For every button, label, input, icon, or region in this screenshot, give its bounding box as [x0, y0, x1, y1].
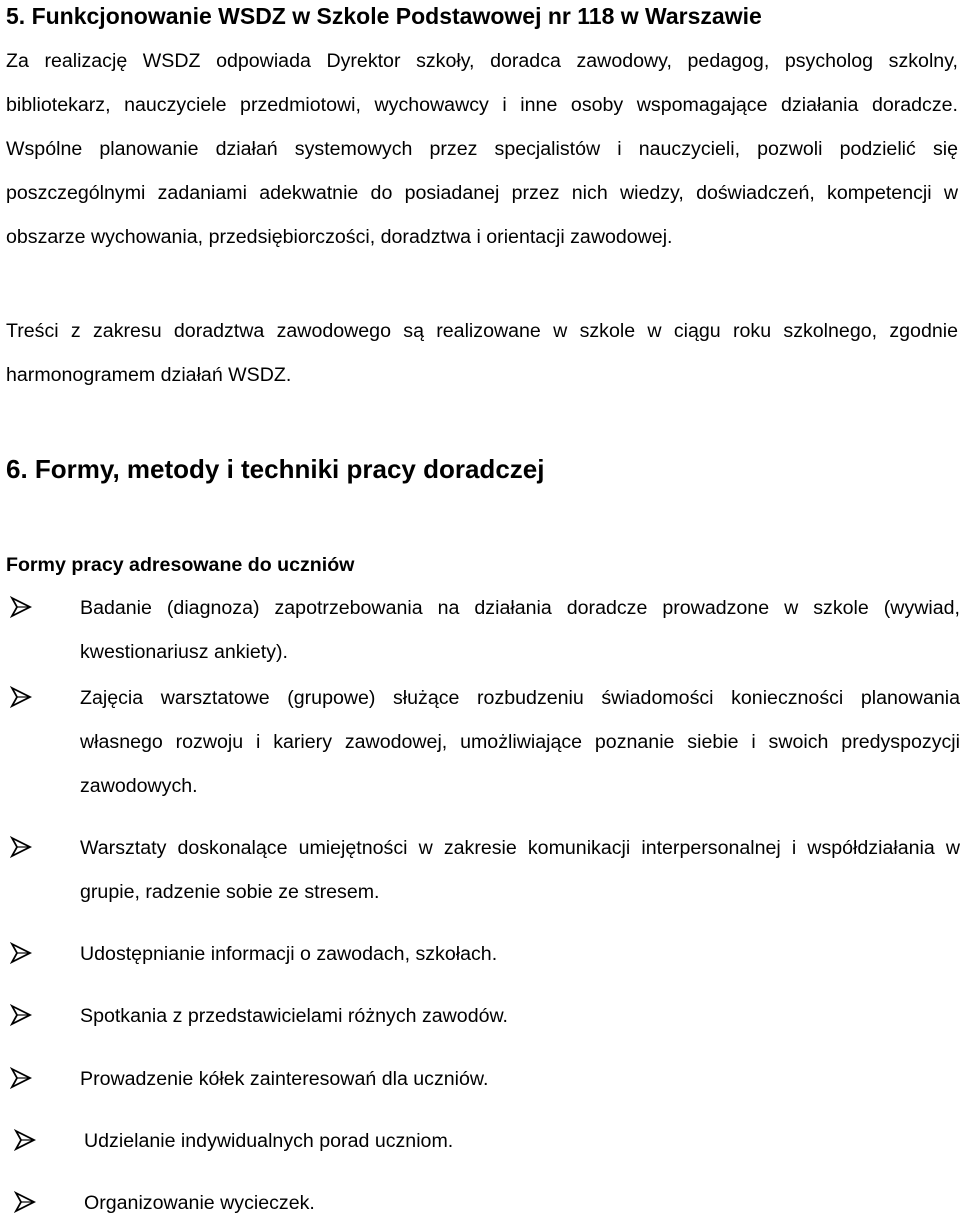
arrowhead-bullet-icon	[10, 942, 32, 964]
arrowhead-bullet-icon	[10, 596, 32, 618]
list-item-text: Warsztaty doskonalące umiejętności w zakresie komunikacji interpersonalnej i współdziałania w grupie, radzenie sobie ze stresem.	[80, 837, 960, 903]
arrowhead-bullet-icon	[14, 1191, 36, 1213]
arrowhead-bullet-icon	[14, 1129, 36, 1151]
list-item-text: Udostępnianie informacji o zawodach, szkołach.	[80, 943, 498, 965]
list-item-text: Udzielanie indywidualnych porad uczniom.	[84, 1130, 454, 1152]
section-6-heading: 6. Formy, metody i techniki pracy doradczej	[6, 454, 545, 484]
arrowhead-bullet-icon	[10, 1067, 32, 1089]
forms-of-work-subheading: Formy pracy adresowane do uczniów	[6, 554, 355, 576]
list-item-text: Badanie (diagnoza) zapotrzebowania na działania doradcze prowadzone w szkole (wywiad, kwestionariusz ankiety).	[80, 597, 960, 663]
arrowhead-bullet-icon	[10, 1004, 32, 1026]
arrowhead-bullet-icon	[10, 836, 32, 858]
section-5-heading: 5. Funkcjonowanie WSDZ w Szkole Podstawowej nr 118 w Warszawie	[6, 3, 762, 29]
section-5-paragraph-schedule: Treści z zakresu doradztwa zawodowego są realizowane w szkole w ciągu roku szkolnego, zgodnie harmonogramem działań WSDZ.	[6, 320, 958, 386]
arrowhead-bullet-icon	[10, 686, 32, 708]
list-item-text: Spotkania z przedstawicielami różnych zawodów.	[80, 1005, 509, 1027]
list-item-text: Prowadzenie kółek zainteresowań dla uczniów.	[80, 1068, 489, 1090]
list-item-text: Zajęcia warsztatowe (grupowe) służące rozbudzeniu świadomości konieczności planowania własnego rozwoju i kariery zawodowej, umożliwiające poznanie siebie i swoich predyspozycji zawodowych.	[80, 687, 960, 797]
section-5-paragraph-responsibility: Za realizację WSDZ odpowiada Dyrektor szkoły, doradca zawodowy, pedagog, psycholog szkolny, bibliotekarz, nauczyciele przedmiotowi, wychowawcy i inne osoby wspomagające działania doradcze. Wspólne planowanie działań systemowych przez specjalistów i nauczycieli, pozwoli podzielić się poszczególnymi zadaniami adekwatnie do posiadanej przez nich wiedzy, doświadczeń, kompetencji w obszarze wychowania, przedsiębiorczości, doradztwa i orientacji zawodowej.	[6, 50, 958, 248]
list-item-text: Organizowanie wycieczek.	[84, 1192, 315, 1214]
